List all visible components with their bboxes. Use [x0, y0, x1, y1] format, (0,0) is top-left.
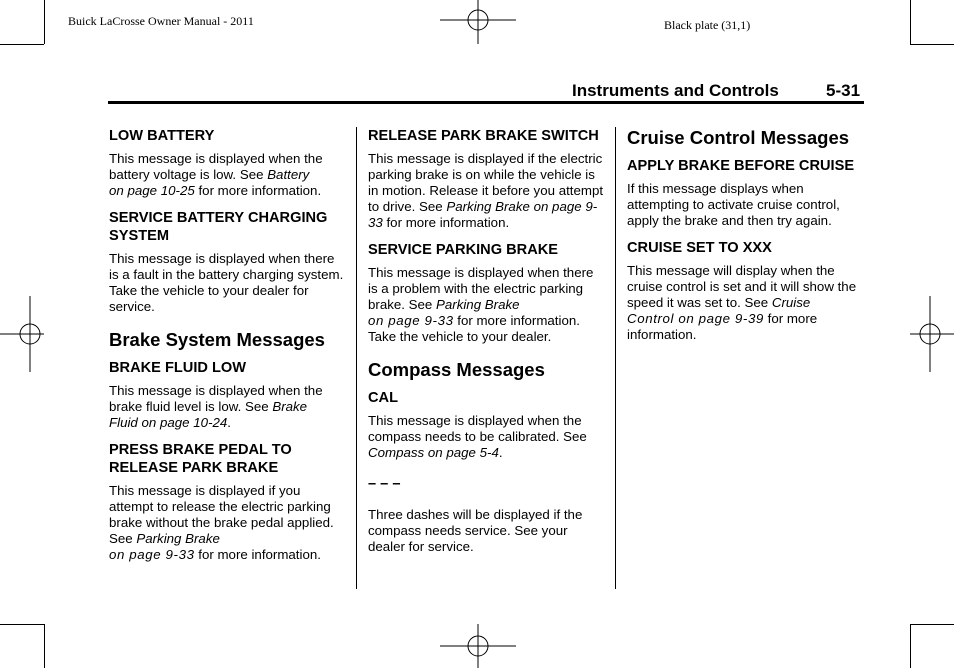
crop-mark: [910, 624, 911, 668]
link-compass[interactable]: Compass on page 5-4: [368, 445, 499, 460]
registration-mark-icon: [0, 296, 44, 372]
registration-mark-icon: [440, 0, 516, 44]
title-compass: Compass Messages: [368, 359, 545, 380]
text-service-parking: This message is displayed when there is a problem with the electric parking brake. See Parking Brake on page 9-33 for more information. Take the vehicle to your dealer.: [368, 265, 594, 344]
column-3: [627, 127, 865, 353]
print-header-right: Black plate (31,1): [664, 18, 751, 32]
registration-mark-icon: [440, 624, 516, 668]
link-cruise-control-page[interactable]: Control on page 9-39: [627, 311, 764, 326]
crop-mark: [44, 0, 45, 44]
text-dashes: Three dashes will be displayed if the compass needs service. See your dealer for service.: [368, 507, 583, 554]
link-battery-page[interactable]: on page 10-25: [109, 183, 195, 198]
registration-mark-icon: [910, 296, 954, 372]
link-parking-brake-page[interactable]: on page 9-33: [109, 547, 195, 562]
crop-mark: [910, 0, 911, 44]
link-cruise[interactable]: Cruise: [771, 295, 811, 310]
crop-mark: [44, 624, 45, 668]
heading-release-park: RELEASE PARK BRAKE SWITCH: [368, 128, 599, 144]
text-service-battery: This message is displayed when there is a fault in the battery charging system. Take the vehicle to your dealer for service.: [109, 251, 344, 314]
page-number: 5-31: [826, 81, 861, 100]
text-low-battery: This message is displayed when the battery voltage is low. See Battery on page 10-25 for more information.: [109, 151, 323, 198]
link-brake[interactable]: Brake: [272, 399, 308, 414]
title-brake-system: Brake System Messages: [109, 329, 325, 350]
column-1: [109, 127, 347, 573]
link-battery[interactable]: Battery: [267, 167, 310, 182]
crop-mark: [0, 624, 44, 625]
section-title: Instruments and Controls: [572, 81, 779, 100]
link-brake-fluid-page[interactable]: Fluid on page 10-24: [109, 415, 228, 430]
heading-press-brake: PRESS BRAKE PEDAL TO RELEASE PARK BRAKE: [109, 442, 292, 476]
text-release-park: This message is displayed if the electric parking brake is on while the vehicle is in motion. Release it before you attempt to drive. See Parking Brake on page 9-33 for more information.: [368, 151, 604, 230]
print-header-left: Buick LaCrosse Owner Manual - 2011: [68, 14, 254, 28]
link-parking-brake-service-page[interactable]: on page 9-33: [368, 313, 454, 328]
heading-low-battery: LOW BATTERY: [109, 128, 215, 144]
column-2: [368, 127, 606, 565]
column-divider: [615, 127, 616, 589]
header-rule: [108, 101, 864, 104]
heading-cal: CAL: [368, 390, 398, 406]
text-cal: This message is displayed when the compass needs to be calibrated. See Compass on page 5-4.: [368, 413, 587, 460]
text-apply-brake: If this message displays when attempting to activate cruise control, apply the brake and then try again.: [627, 181, 840, 228]
heading-dashes: – – –: [368, 476, 401, 492]
link-parking-brake-release[interactable]: Parking Brake on page 9-33: [368, 199, 598, 230]
text-brake-fluid: This message is displayed when the brake fluid level is low. See Brake Fluid on page 10-24.: [109, 383, 323, 430]
title-cruise-control: Cruise Control Messages: [627, 127, 850, 148]
link-parking-brake-service[interactable]: Parking Brake: [436, 297, 520, 312]
text-press-brake: This message is displayed if you attempt to release the electric parking brake without the brake pedal applied. See Parking Brake on page 9-33 for more information.: [109, 483, 334, 562]
heading-cruise-set: CRUISE SET TO XXX: [627, 240, 772, 256]
heading-apply-brake: APPLY BRAKE BEFORE CRUISE: [627, 158, 855, 174]
crop-mark: [910, 624, 954, 625]
column-divider: [356, 127, 357, 589]
crop-mark: [0, 44, 44, 45]
heading-service-battery: SERVICE BATTERY CHARGING SYSTEM: [109, 210, 328, 244]
text-cruise-set: This message will display when the cruise control is set and it will show the speed it was set to. See Cruise Control on page 9-39 for more information.: [627, 263, 857, 342]
heading-service-parking: SERVICE PARKING BRAKE: [368, 242, 559, 258]
crop-mark: [910, 44, 954, 45]
link-parking-brake[interactable]: Parking Brake: [136, 531, 220, 546]
heading-brake-fluid: BRAKE FLUID LOW: [109, 360, 247, 376]
